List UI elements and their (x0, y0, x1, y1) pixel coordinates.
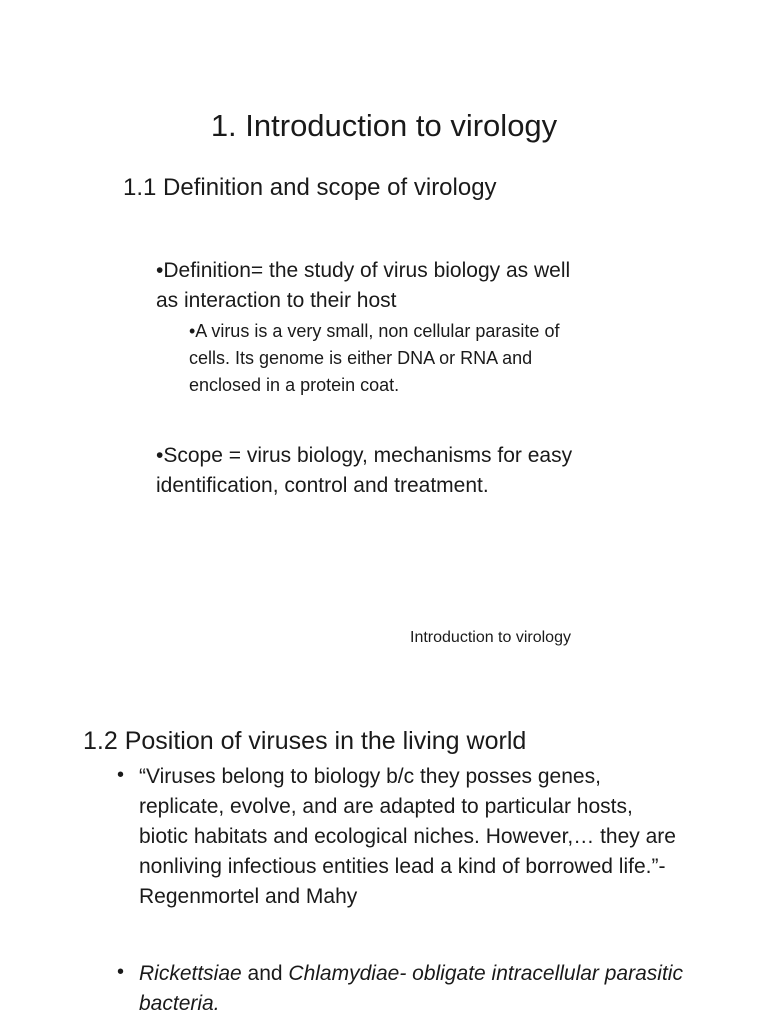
connector-text: and (241, 962, 289, 985)
definition-bullet (156, 256, 570, 316)
definition-line-1: •Definition= the study of virus biology as well (156, 259, 571, 282)
bacteria-word: bacteria. (139, 992, 220, 1015)
virus-description-line-2: cells. Its genome is either DNA or RNA and (189, 348, 533, 368)
virus-description-line-1: •A virus is a very small, non cellular parasite of (189, 321, 560, 341)
section-subtitle: 1.1 Definition and scope of virology (123, 174, 497, 201)
quote-line-2: replicate, evolve, and are adapted to particular hosts, (139, 795, 633, 818)
scope-line-1: •Scope = virus biology, mechanisms for easy (156, 444, 573, 467)
bacteria-bullet (139, 959, 683, 1019)
quote-line-1: “Viruses belong to biology b/c they posses genes, (139, 765, 601, 788)
quote-line-5: Regenmortel and Mahy (139, 885, 358, 908)
rickettsiae-term: Rickettsiae (139, 962, 242, 985)
bacteria-line-2 (139, 989, 683, 1019)
bullet-marker: • (117, 961, 125, 983)
quote-line-4: nonliving infectious entities lead a kind of borrowed life.”- (139, 855, 666, 878)
scope-line-2: identification, control and treatment. (156, 474, 489, 497)
quote-line-3: biotic habitats and ecological niches. However,… they are (139, 825, 676, 848)
bullet-marker: • (117, 764, 125, 786)
chlamydiae-term: Chlamydiae (288, 962, 400, 985)
bacteria-description: - obligate intracellular parasitic (399, 962, 683, 985)
bacteria-line-1 (139, 959, 683, 989)
slide-footer: Introduction to virology (410, 629, 571, 646)
slide-title: 1. Introduction to virology (210, 108, 558, 143)
section-heading: 1.2 Position of viruses in the living world (83, 727, 527, 755)
definition-line-2: as interaction to their host (156, 289, 397, 312)
virus-description-bullet (189, 318, 559, 399)
virus-description-line-3: enclosed in a protein coat. (189, 375, 400, 395)
scope-bullet (156, 441, 572, 501)
quote-bullet (139, 762, 676, 912)
